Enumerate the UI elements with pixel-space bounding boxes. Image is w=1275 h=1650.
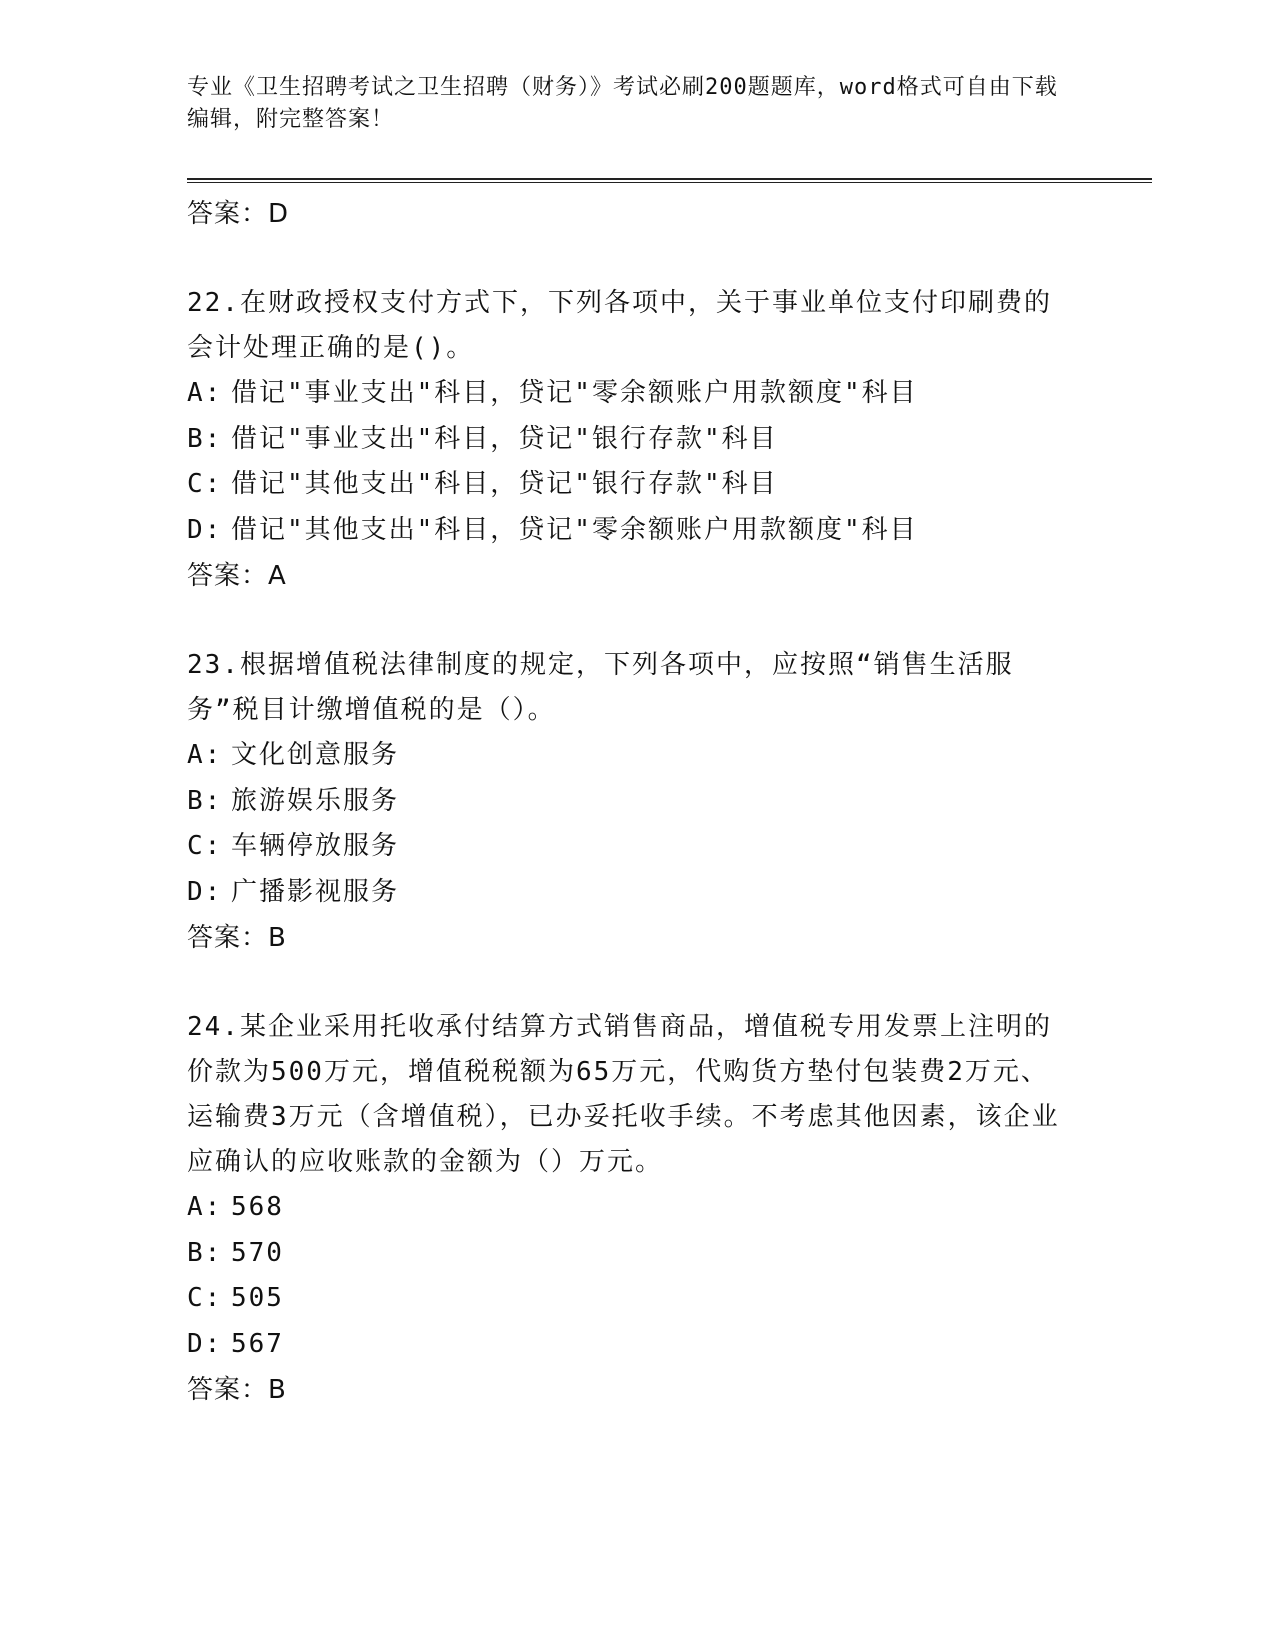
- option-text: 借记"其他支出"科目，贷记"零余额账户用款额度"科目: [231, 514, 918, 545]
- option-text: 505: [231, 1283, 284, 1313]
- option-c: [187, 824, 1087, 870]
- answer-line: 答案：B: [187, 923, 287, 953]
- option-d: [187, 508, 1087, 554]
- question-23: [187, 643, 1087, 961]
- question-text: 23.根据增值税法律制度的规定，下列各项中，应按照“销售生活服务”税目计缴增值税的是（）。: [187, 650, 1014, 725]
- option-letter: B:: [187, 423, 223, 454]
- option-d: [187, 870, 1087, 916]
- option-b: [187, 779, 1087, 825]
- option-list: [187, 371, 1087, 553]
- option-list: [187, 733, 1087, 915]
- option-letter: D:: [187, 1328, 223, 1359]
- option-letter: C:: [187, 831, 223, 861]
- option-a: [187, 371, 1087, 417]
- question-24: [187, 1005, 1087, 1413]
- option-text: 车辆停放服务: [231, 831, 400, 861]
- option-text: 568: [231, 1192, 284, 1222]
- option-a: [187, 1185, 1087, 1231]
- option-letter: A:: [187, 378, 223, 408]
- option-letter: D:: [187, 514, 223, 545]
- option-text: 广播影视服务: [231, 876, 400, 907]
- option-letter: C:: [187, 469, 223, 499]
- page-header: 专业《卫生招聘考试之卫生招聘（财务）》考试必刷200题题库，word格式可自由下载编辑，附完整答案！: [187, 75, 1058, 132]
- question-22: [187, 281, 1087, 599]
- option-letter: B:: [187, 785, 223, 816]
- option-letter: A:: [187, 740, 223, 770]
- option-letter: D:: [187, 876, 223, 907]
- option-b: [187, 1231, 1087, 1277]
- option-d: [187, 1322, 1087, 1368]
- answer-line: 答案：B: [187, 1375, 287, 1405]
- option-c: [187, 1276, 1087, 1322]
- option-text: 借记"事业支出"科目，贷记"零余额账户用款额度"科目: [231, 378, 918, 408]
- header-divider: [187, 178, 1152, 183]
- option-a: [187, 733, 1087, 779]
- option-text: 旅游娱乐服务: [231, 785, 400, 816]
- option-text: 文化创意服务: [231, 740, 400, 770]
- question-text: 24.某企业采用托收承付结算方式销售商品，增值税专用发票上注明的价款为500万元，增值税税额为65万元，代购货方垫付包装费2万元、运输费3万元（含增值税），已办妥托收手续。不考虑其他因素，该企业应确认的应收账款的金额为（）万元。: [187, 1012, 1060, 1177]
- option-letter: B:: [187, 1237, 223, 1268]
- option-letter: A:: [187, 1192, 223, 1222]
- question-text: 22.在财政授权支付方式下，下列各项中，关于事业单位支付印刷费的会计处理正确的是()。: [187, 288, 1052, 363]
- option-b: [187, 417, 1087, 463]
- answer-line: 答案：A: [187, 561, 287, 591]
- answer-line: 答案：D: [187, 199, 290, 229]
- option-letter: C:: [187, 1283, 223, 1313]
- document-body: [187, 185, 1087, 1413]
- option-c: [187, 462, 1087, 508]
- option-text: 借记"其他支出"科目，贷记"银行存款"科目: [231, 469, 778, 499]
- option-list: [187, 1185, 1087, 1367]
- option-text: 借记"事业支出"科目，贷记"银行存款"科目: [231, 423, 778, 454]
- option-text: 570: [231, 1237, 284, 1268]
- option-text: 567: [231, 1328, 284, 1359]
